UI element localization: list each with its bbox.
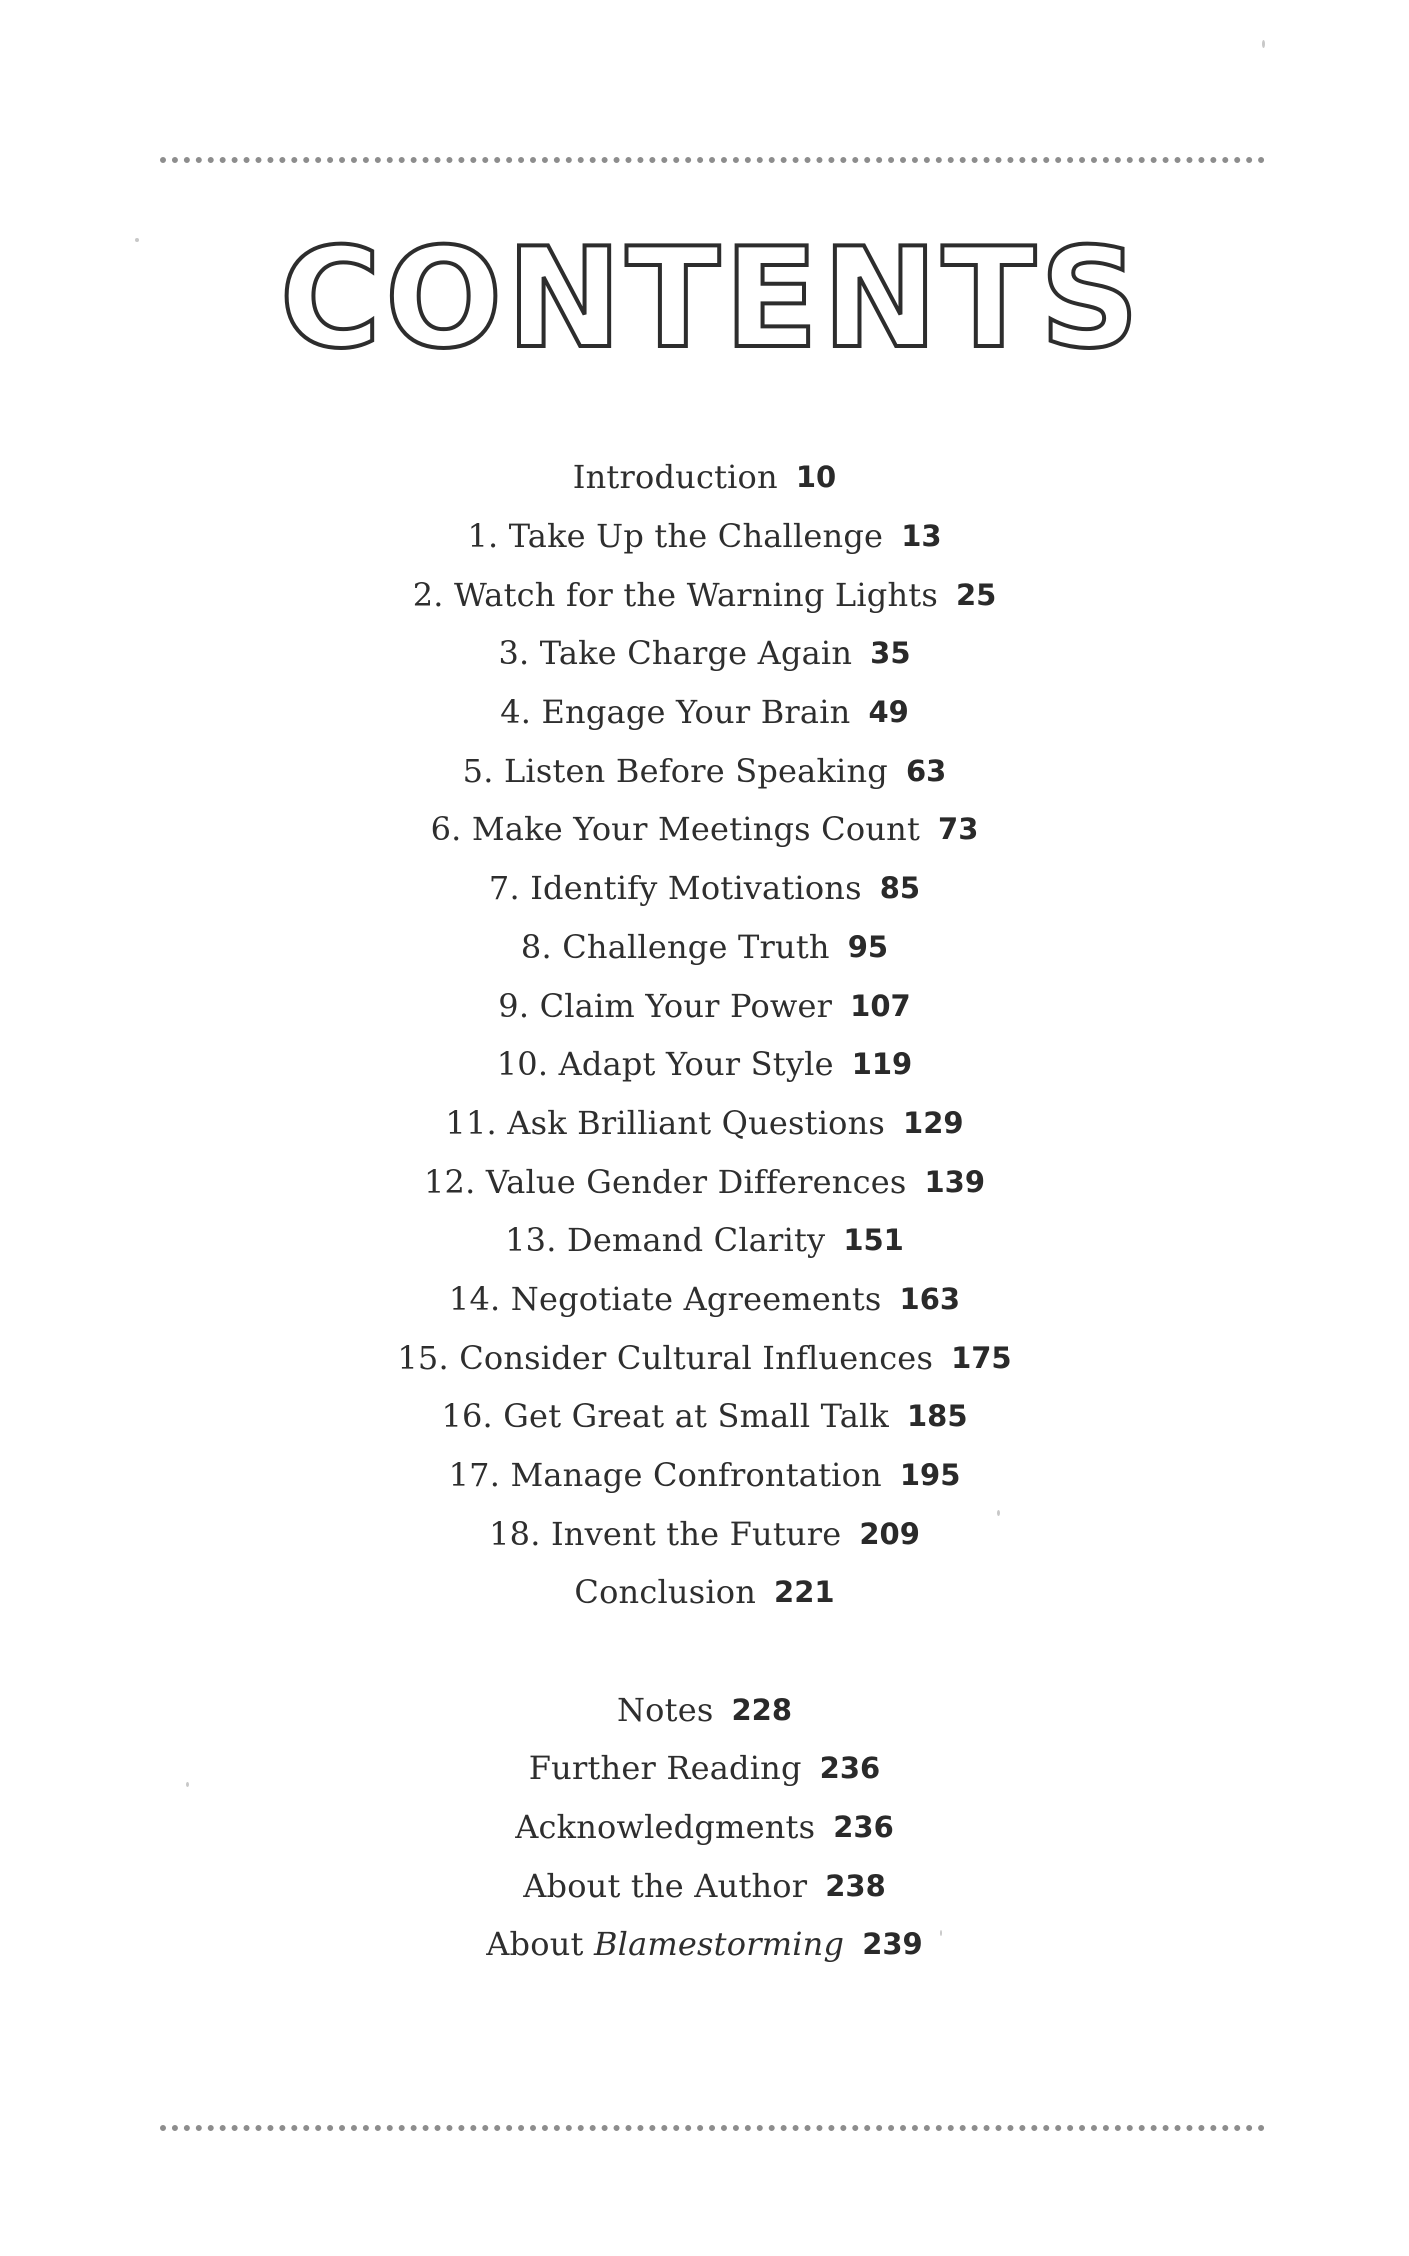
toc-entry-page: 119	[851, 1047, 913, 1082]
toc-entry-page: 238	[825, 1868, 886, 1903]
toc-entry-page: 13	[901, 519, 942, 554]
toc-entry-title-italic: Blamestorming	[593, 1925, 845, 1964]
toc-entry-page: 35	[870, 636, 911, 671]
toc-entry-title: 13. Demand Clarity	[505, 1221, 826, 1260]
toc-entry-chapter-7[interactable]	[0, 859, 1409, 918]
toc-entry-page: 163	[899, 1281, 961, 1316]
toc-entry-about-blamestorming[interactable]	[0, 1915, 1409, 1974]
scan-speck	[997, 1510, 1000, 1516]
toc-entry-page: 236	[833, 1809, 894, 1844]
toc-entry-page: 107	[850, 988, 911, 1023]
toc-entry-chapter-12[interactable]	[0, 1152, 1409, 1211]
toc-entry-title: 9. Claim Your Power	[498, 986, 833, 1025]
toc-entry-chapter-10[interactable]	[0, 1035, 1409, 1094]
toc-entry-title: About the Author	[523, 1866, 808, 1905]
table-of-contents	[0, 448, 1409, 1974]
scan-speck	[135, 238, 139, 242]
toc-entry-title: 12. Value Gender Differences	[423, 1162, 907, 1201]
toc-entry-title: 17. Manage Confrontation	[448, 1456, 882, 1495]
toc-entry-chapter-17[interactable]	[0, 1446, 1409, 1505]
toc-entry-chapter-11[interactable]	[0, 1094, 1409, 1153]
toc-entry-chapter-8[interactable]	[0, 918, 1409, 977]
toc-entry-page: 239	[862, 1927, 923, 1962]
toc-entry-title: 2. Watch for the Warning Lights	[412, 575, 938, 614]
toc-entry-about-the-author[interactable]	[0, 1856, 1409, 1915]
top-dotted-rule	[160, 157, 1265, 163]
toc-entry-page: 85	[879, 871, 921, 906]
toc-entry-page: 195	[899, 1458, 961, 1493]
toc-entry-title: Conclusion	[574, 1573, 757, 1612]
toc-entry-title: 16. Get Great at Small Talk	[441, 1397, 889, 1436]
toc-entry-title: 4. Engage Your Brain	[500, 693, 851, 732]
toc-entry-chapter-6[interactable]	[0, 800, 1409, 859]
toc-entry-title: Further Reading	[528, 1749, 802, 1788]
toc-entry-chapter-16[interactable]	[0, 1387, 1409, 1446]
toc-entry-chapter-18[interactable]	[0, 1504, 1409, 1563]
toc-entry-title: Introduction	[572, 458, 778, 497]
toc-entry-page: 73	[938, 812, 979, 847]
toc-entry-title: 1. Take Up the Challenge	[467, 517, 884, 556]
toc-entry-title: 11. Ask Brilliant Questions	[445, 1103, 886, 1142]
toc-entry-chapter-15[interactable]	[0, 1328, 1409, 1387]
toc-entry-chapter-13[interactable]	[0, 1211, 1409, 1270]
scan-speck	[186, 1782, 189, 1787]
toc-entry-acknowledgments[interactable]	[0, 1798, 1409, 1857]
toc-entry-page: 185	[907, 1399, 968, 1434]
toc-entry-page: 209	[859, 1516, 920, 1551]
toc-entry-chapter-1[interactable]	[0, 507, 1409, 566]
title-wrapper	[0, 218, 1409, 379]
toc-entry-page: 10	[795, 460, 837, 495]
toc-entry-page: 95	[847, 929, 889, 964]
scan-speck	[940, 1930, 942, 1936]
toc-entry-page: 228	[731, 1692, 793, 1727]
toc-entry-title: 5. Listen Before Speaking	[462, 751, 888, 790]
toc-entry-page: 49	[868, 695, 909, 730]
toc-entry-page: 151	[843, 1223, 904, 1258]
toc-entry-title	[486, 1925, 844, 1963]
toc-entry-title-prefix: About	[486, 1925, 594, 1964]
toc-entry-page: 25	[955, 577, 997, 612]
toc-entry-title: 3. Take Charge Again	[498, 634, 853, 673]
toc-entry-title: 10. Adapt Your Style	[496, 1045, 834, 1084]
toc-entry-page: 236	[819, 1751, 881, 1786]
toc-entry-title: Notes	[616, 1690, 714, 1729]
toc-entry-page: 175	[951, 1340, 1012, 1375]
toc-entry-chapter-4[interactable]	[0, 683, 1409, 742]
toc-entry-page: 63	[905, 753, 947, 788]
bottom-dotted-rule	[160, 2125, 1265, 2131]
toc-entry-title: 18. Invent the Future	[489, 1514, 842, 1553]
toc-entry-title: 15. Consider Cultural Influences	[397, 1338, 934, 1377]
toc-entry-title: 7. Identify Motivations	[488, 869, 862, 908]
toc-entry-chapter-9[interactable]	[0, 976, 1409, 1035]
toc-entry-chapter-14[interactable]	[0, 1270, 1409, 1329]
toc-entry-title: 6. Make Your Meetings Count	[430, 810, 921, 849]
toc-entry-further-reading[interactable]	[0, 1739, 1409, 1798]
toc-entry-page: 129	[903, 1105, 964, 1140]
toc-entry-title: 14. Negotiate Agreements	[448, 1279, 882, 1318]
toc-entry-page: 139	[924, 1164, 986, 1199]
toc-entry-conclusion[interactable]	[0, 1563, 1409, 1622]
toc-entry-chapter-3[interactable]	[0, 624, 1409, 683]
toc-entry-chapter-5[interactable]	[0, 741, 1409, 800]
toc-entry-page: 221	[774, 1575, 835, 1610]
toc-entry-introduction[interactable]	[0, 448, 1409, 507]
toc-entry-title: Acknowledgments	[515, 1807, 816, 1846]
page-title: CONTENTS	[279, 218, 1144, 379]
toc-entry-notes[interactable]	[0, 1680, 1409, 1739]
scan-speck	[1262, 40, 1265, 48]
toc-entry-title: 8. Challenge Truth	[520, 927, 830, 966]
toc-entry-chapter-2[interactable]	[0, 565, 1409, 624]
